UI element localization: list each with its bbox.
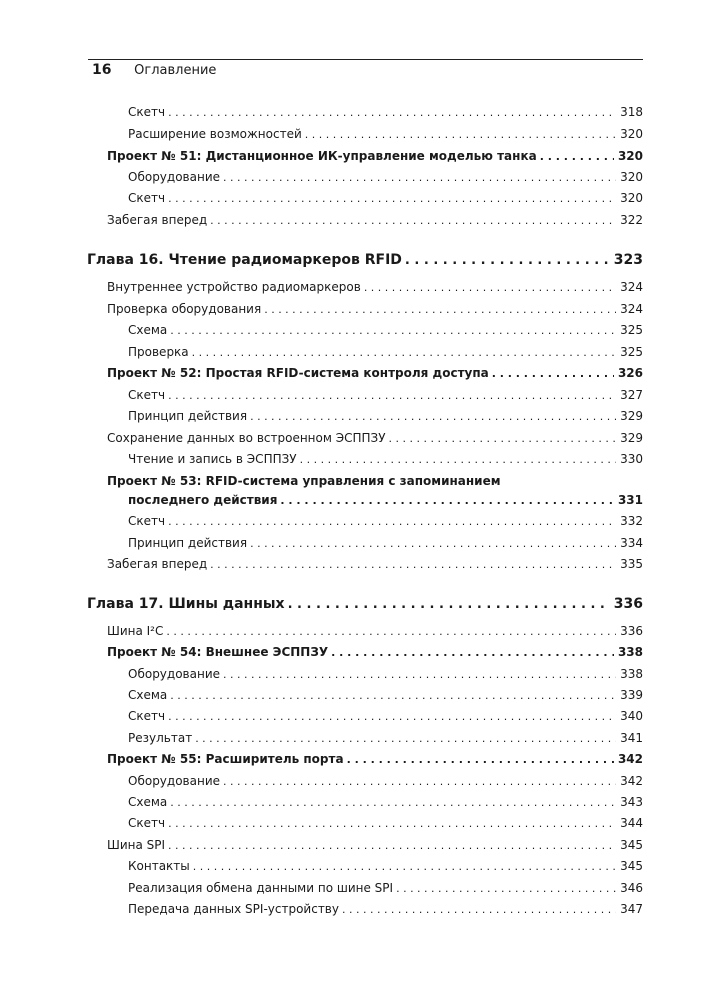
toc-entry-label: Шина SPI	[107, 838, 166, 852]
toc-entry-page: 338	[617, 645, 643, 659]
toc-entry-project[interactable]	[107, 644, 643, 661]
leader-dots	[170, 795, 616, 811]
toc-entry[interactable]	[128, 344, 643, 361]
leader-dots	[168, 191, 616, 207]
toc-entry-page: 342	[620, 774, 643, 788]
toc-chapter-label: Глава 17. Шины данных	[87, 596, 285, 612]
leader-dots	[168, 838, 616, 854]
toc-entry[interactable]	[128, 408, 643, 425]
toc-chapter-page: 323	[613, 252, 643, 268]
leader-dots	[396, 881, 616, 897]
leader-dots	[168, 105, 616, 121]
toc-entry[interactable]	[128, 169, 643, 186]
toc-entry[interactable]	[128, 666, 643, 683]
toc-entry-label: Реализация обмена данными по шине SPI	[128, 881, 394, 895]
leader-dots	[170, 688, 616, 704]
toc-entry-page: 343	[620, 795, 643, 809]
toc-entry-page: 320	[620, 191, 643, 205]
toc-entry[interactable]	[128, 387, 643, 404]
toc-entry[interactable]	[128, 451, 643, 468]
toc-entry-label: Внутреннее устройство радиомаркеров	[107, 280, 361, 294]
toc-chapter-page: 336	[613, 596, 643, 612]
toc-entry[interactable]	[128, 708, 643, 725]
leader-dots	[195, 731, 616, 747]
toc-entry-label: Схема	[128, 795, 168, 809]
toc-entry-label: Шина I²C	[107, 624, 164, 638]
leader-dots	[168, 709, 616, 725]
leader-dots	[300, 452, 616, 468]
leader-dots	[250, 536, 616, 552]
leader-dots	[405, 252, 610, 270]
running-title: Оглавление	[134, 63, 217, 78]
leader-dots	[331, 645, 614, 661]
toc-entry-page: 346	[620, 881, 643, 895]
leader-dots	[192, 345, 616, 361]
toc-entry-project[interactable]	[128, 492, 643, 509]
toc-chapter-label: Глава 16. Чтение радиомаркеров RFID	[87, 252, 402, 268]
toc-entry-label: Скетч	[128, 816, 166, 830]
toc-entry[interactable]	[128, 126, 643, 143]
toc-entry-label: Проект № 54: Внешнее ЭСППЗУ	[107, 645, 329, 659]
toc-entry-page: 329	[620, 409, 643, 423]
toc-entry-page: 340	[620, 709, 643, 723]
toc-entry-page: 326	[617, 366, 643, 380]
toc-entry-page: 342	[617, 752, 643, 766]
toc-entry-label: Проект № 51: Дистанционное ИК-управление моделью танка	[107, 149, 537, 163]
toc-entry-page: 345	[620, 859, 643, 873]
toc-chapter[interactable]	[87, 595, 643, 614]
toc-entry-page: 320	[620, 170, 643, 184]
leader-dots	[389, 431, 617, 447]
toc-entry-page: 345	[620, 838, 643, 852]
leader-dots	[342, 902, 616, 918]
toc-entry-page: 325	[620, 345, 643, 359]
toc-entry-page: 318	[620, 105, 643, 119]
leader-dots	[170, 323, 616, 339]
toc-chapter[interactable]	[87, 251, 643, 270]
page-number: 16	[92, 62, 112, 78]
running-header	[92, 62, 642, 79]
toc-entry-label: Оборудование	[128, 667, 220, 681]
toc-entry[interactable]	[107, 279, 643, 296]
leader-dots	[166, 624, 616, 640]
leader-dots	[223, 170, 616, 186]
toc-entry-label: Скетч	[128, 514, 166, 528]
toc-entry[interactable]	[128, 513, 643, 530]
toc-entry[interactable]	[107, 837, 643, 854]
toc-entry-label: Результат	[128, 731, 193, 745]
toc-entry[interactable]	[128, 815, 643, 832]
toc-entry-project-line1[interactable]: Проект № 53: RFID-система управления с запоминанием	[107, 474, 501, 488]
toc-entry[interactable]	[128, 773, 643, 790]
leader-dots	[364, 280, 616, 296]
toc-entry-page: 341	[620, 731, 643, 745]
leader-dots	[250, 409, 616, 425]
toc-entry-label: Проверка оборудования	[107, 302, 262, 316]
toc-entry-project[interactable]	[107, 148, 643, 165]
toc-entry-label: Скетч	[128, 105, 166, 119]
toc-entry-label: последнего действия	[128, 493, 278, 507]
toc-entry-label: Принцип действия	[128, 409, 248, 423]
toc-entry[interactable]	[128, 794, 643, 811]
toc-entry-label: Схема	[128, 323, 168, 337]
toc-entry[interactable]	[128, 858, 643, 875]
toc-entry-page: 320	[617, 149, 643, 163]
toc-entry-page: 322	[620, 213, 643, 227]
leader-dots	[288, 596, 610, 614]
toc-entry-label: Оборудование	[128, 774, 220, 788]
toc-entry-page: 324	[620, 280, 643, 294]
toc-entry[interactable]	[128, 322, 643, 339]
toc-entry-label: Чтение и запись в ЭСППЗУ	[128, 452, 297, 466]
toc-entry-label: Скетч	[128, 388, 166, 402]
toc-entry[interactable]	[128, 687, 643, 704]
toc-entry-page: 320	[620, 127, 643, 141]
toc-entry-label: Контакты	[128, 859, 190, 873]
leader-dots	[540, 149, 614, 165]
toc-entry-page: 334	[620, 536, 643, 550]
toc-entry-page: 344	[620, 816, 643, 830]
toc-entry[interactable]	[128, 104, 643, 121]
toc-entry-page: 325	[620, 323, 643, 337]
toc-entry-label: Расширение возможностей	[128, 127, 302, 141]
toc-entry[interactable]	[128, 901, 643, 918]
toc-entry-label: Проект № 55: Расширитель порта	[107, 752, 344, 766]
header-rule	[88, 59, 643, 60]
toc-entry[interactable]	[107, 623, 643, 640]
toc-entry[interactable]	[107, 556, 643, 573]
toc-entry[interactable]	[128, 190, 643, 207]
toc-entry-label: Забегая вперед	[107, 557, 208, 571]
toc-entry[interactable]	[107, 301, 643, 318]
leader-dots	[347, 752, 614, 768]
toc-entry-label: Передача данных SPI-устройству	[128, 902, 339, 916]
leader-dots	[168, 388, 616, 404]
toc-entry[interactable]	[128, 535, 643, 552]
toc-entry-label: Скетч	[128, 709, 166, 723]
leader-dots	[168, 514, 616, 530]
toc-entry[interactable]	[107, 212, 643, 229]
leader-dots	[210, 213, 616, 229]
leader-dots	[492, 366, 614, 382]
toc-entry-page: 335	[620, 557, 643, 571]
toc-entry-page: 339	[620, 688, 643, 702]
toc-entry[interactable]	[107, 430, 643, 447]
toc-entry-page: 327	[620, 388, 643, 402]
toc-entry-label: Схема	[128, 688, 168, 702]
leader-dots	[168, 816, 616, 832]
leader-dots	[193, 859, 616, 875]
leader-dots	[280, 493, 614, 509]
toc-entry-page: 330	[620, 452, 643, 466]
toc-entry-page: 331	[617, 493, 643, 507]
leader-dots	[210, 557, 616, 573]
leader-dots	[264, 302, 616, 318]
toc-entry-page: 329	[620, 431, 643, 445]
toc-entry[interactable]	[128, 880, 643, 897]
toc-entry-page: 332	[620, 514, 643, 528]
toc-entry-page: 347	[620, 902, 643, 916]
toc-entry-page: 338	[620, 667, 643, 681]
toc-entry-page: 324	[620, 302, 643, 316]
toc-entry[interactable]	[128, 730, 643, 747]
toc-entry-label: Сохранение данных во встроенном ЭСППЗУ	[107, 431, 386, 445]
toc-entry-project[interactable]	[107, 365, 643, 382]
leader-dots	[305, 127, 616, 143]
toc-entry-label: Проверка	[128, 345, 189, 359]
toc-entry-label: Скетч	[128, 191, 166, 205]
toc-entry-label: Проект № 52: Простая RFID-система контроля доступа	[107, 366, 489, 380]
leader-dots	[223, 667, 616, 683]
toc-entry-label: Забегая вперед	[107, 213, 208, 227]
toc-entry-label: Принцип действия	[128, 536, 248, 550]
toc-entry-page: 336	[620, 624, 643, 638]
toc-entry-label: Оборудование	[128, 170, 220, 184]
leader-dots	[223, 774, 616, 790]
toc-entry-project[interactable]	[107, 751, 643, 768]
